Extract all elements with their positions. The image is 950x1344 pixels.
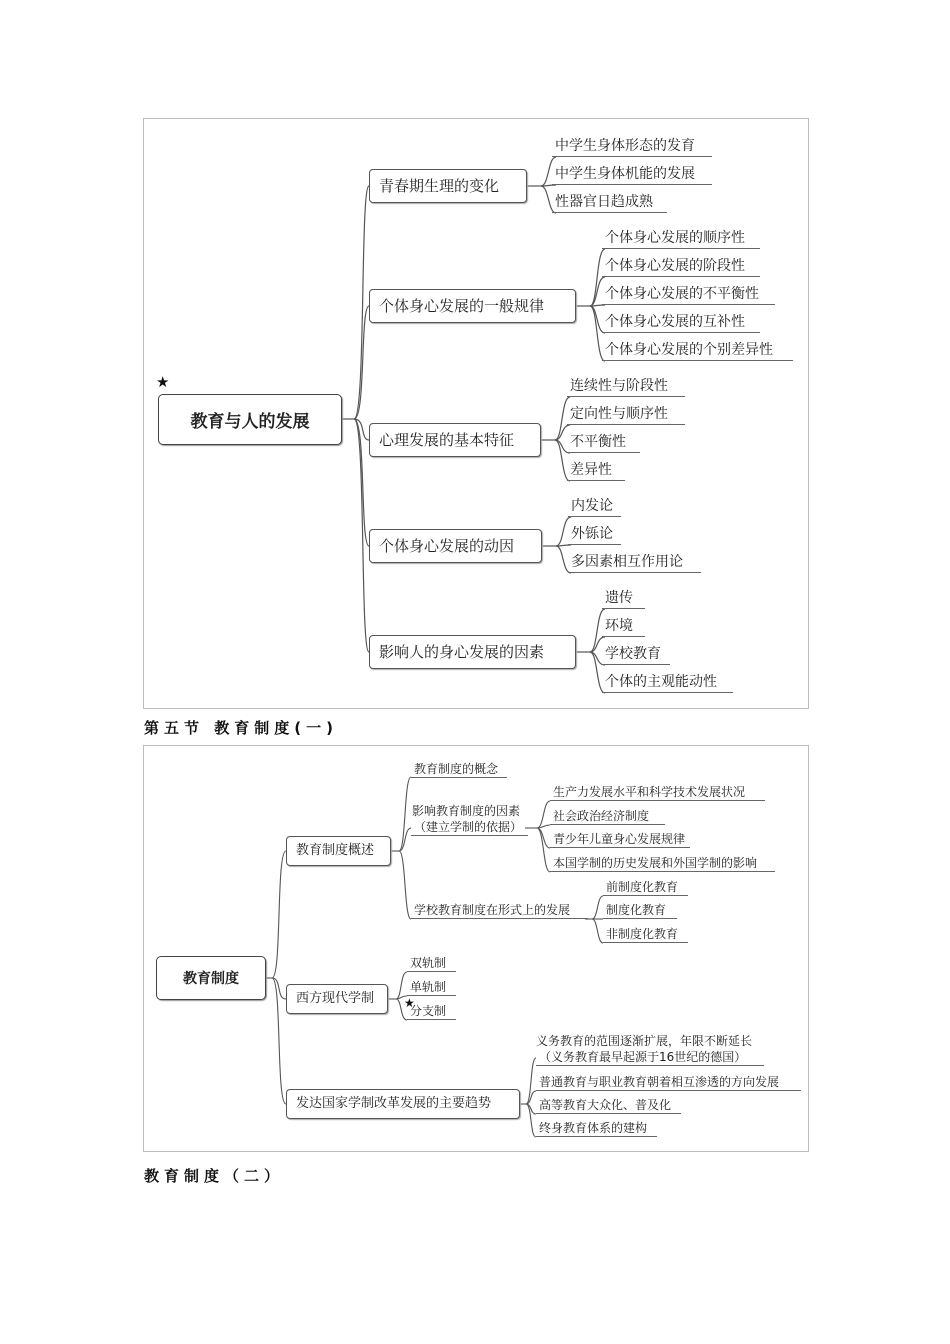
branch-puberty-changes: 青春期生理的变化 — [369, 169, 527, 203]
leaf-item: （义务教育最早起源于16世纪的德国） — [536, 1049, 764, 1066]
leaf-item: 不平衡性 — [567, 432, 640, 453]
root-node-education-system: 教育制度 — [156, 956, 266, 1000]
leaf-item: 前制度化教育 — [603, 879, 688, 896]
leaf-item: 内发论 — [568, 496, 621, 517]
leaf-item: 社会政治经济制度 — [550, 808, 665, 825]
root-node-education-development: 教育与人的发展 — [158, 394, 342, 445]
leaf-item: 差异性 — [567, 460, 625, 481]
leaf-item: （建立学制的依据） — [411, 819, 528, 836]
leaf-item: 本国学制的历史发展和外国学制的影响 — [550, 855, 775, 872]
leaf-item: 分支制 — [407, 1003, 456, 1020]
leaf-item: 定向性与顺序性 — [567, 404, 685, 425]
branch-reform-trends: 发达国家学制改革发展的主要趋势 — [286, 1089, 520, 1119]
leaf-item: 中学生身体机能的发展 — [552, 164, 712, 185]
leaf-item: 性器官日趋成熟 — [552, 192, 667, 213]
branch-western-school-system: 西方现代学制 — [286, 984, 388, 1014]
leaf-item: 非制度化教育 — [603, 926, 688, 943]
leaf-item: 双轨制 — [407, 955, 456, 972]
branch-influence-factors: 影响人的身心发展的因素 — [369, 635, 576, 669]
leaf-item: 制度化教育 — [603, 902, 677, 919]
leaf-item: 学校教育 — [602, 644, 670, 665]
star-icon: ★ — [404, 996, 415, 1010]
leaf-item: 青少年儿童身心发展规律 — [550, 831, 690, 848]
section-heading-2: 教育制度（二） — [144, 1167, 285, 1185]
leaf-item: 外铄论 — [568, 524, 621, 545]
leaf-item: 生产力发展水平和科学技术发展状况 — [550, 784, 765, 801]
leaf-item: 义务教育的范围逐渐扩展，年限不断延长 — [536, 1034, 753, 1048]
branch-psych-features: 心理发展的基本特征 — [369, 423, 541, 457]
leaf-item: 多因素相互作用论 — [568, 552, 701, 573]
leaf-item: 个体身心发展的互补性 — [602, 312, 760, 333]
leaf-item: 连续性与阶段性 — [567, 376, 685, 397]
leaf-item: 中学生身体形态的发育 — [552, 136, 712, 157]
leaf-item: 遗传 — [602, 588, 645, 609]
leaf-item: 普通教育与职业教育朝着相互渗透的方向发展 — [536, 1074, 801, 1091]
star-icon: ★ — [156, 373, 170, 391]
leaf-item: 环境 — [602, 616, 645, 637]
leaf-item: 学校教育制度在形式上的发展 — [411, 902, 588, 919]
branch-system-overview: 教育制度概述 — [286, 836, 391, 866]
leaf-item: 个体身心发展的阶段性 — [602, 256, 760, 277]
leaf-item: 个体身心发展的不平衡性 — [602, 284, 775, 305]
mindmap-education-system — [143, 745, 809, 1152]
leaf-item: 教育制度的概念 — [411, 761, 507, 778]
leaf-item: 影响教育制度的因素 — [412, 804, 521, 818]
leaf-item: 单轨制 — [407, 979, 456, 996]
leaf-item: 个体身心发展的顺序性 — [602, 228, 760, 249]
branch-general-laws: 个体身心发展的一般规律 — [369, 289, 576, 323]
leaf-item: 个体的主观能动性 — [602, 672, 733, 693]
mindmap-education-and-development — [143, 118, 809, 709]
section-heading-1: 第五节 教育制度(一) — [144, 719, 338, 737]
leaf-item: 个体身心发展的个别差异性 — [602, 340, 793, 361]
leaf-item: 终身教育体系的建构 — [536, 1120, 657, 1137]
leaf-item: 高等教育大众化、普及化 — [536, 1097, 681, 1114]
branch-development-causes: 个体身心发展的动因 — [369, 529, 542, 563]
